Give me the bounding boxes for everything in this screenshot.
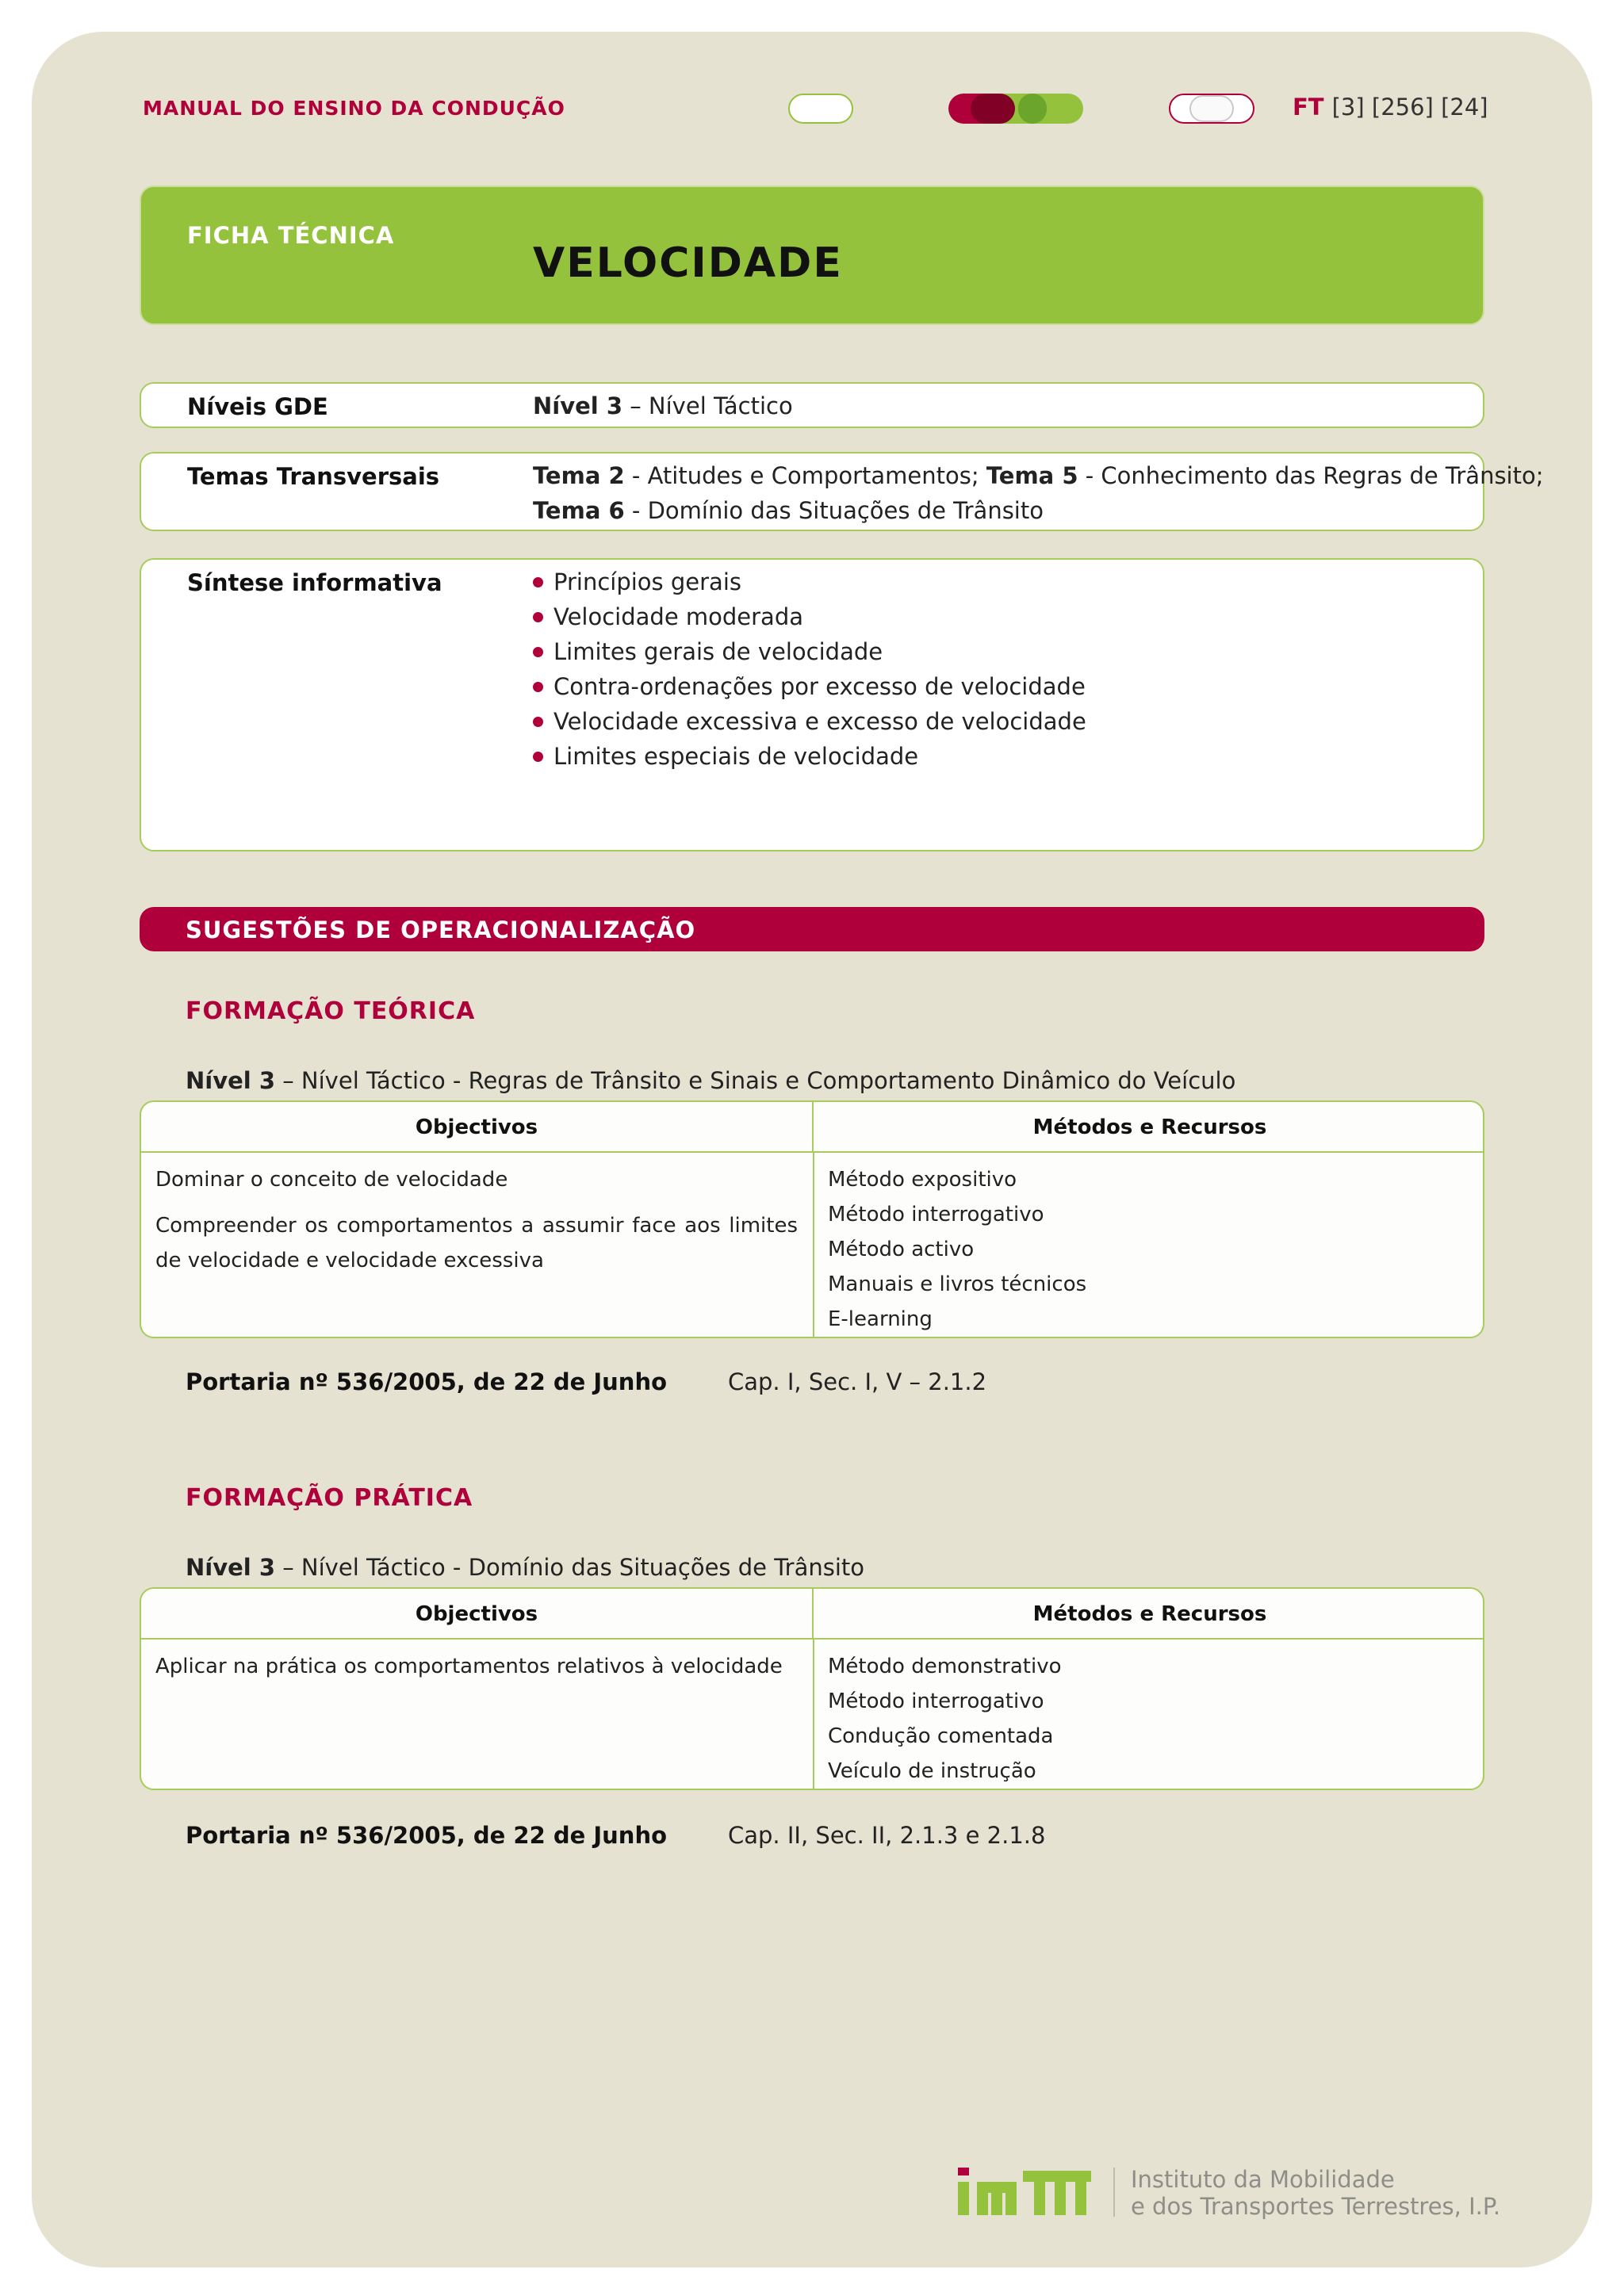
col-header-objectivos: Objectivos bbox=[141, 1102, 814, 1153]
list-item: Limites gerais de velocidade bbox=[533, 634, 1086, 669]
teorica-portaria-ref: Cap. I, Sec. I, V – 2.1.2 bbox=[728, 1368, 987, 1395]
logo-tt bbox=[1023, 2171, 1091, 2215]
niveis-label: Níveis GDE bbox=[187, 393, 328, 420]
metodo-item: Condução comentada bbox=[828, 1724, 1054, 1748]
sintese-list bbox=[533, 564, 1086, 774]
logo-i-dot bbox=[958, 2168, 969, 2175]
teorica-level-bold: Nível 3 bbox=[186, 1067, 275, 1094]
section-title: SUGESTÕES DE OPERACIONALIZAÇÃO bbox=[186, 916, 696, 943]
metodos-cell bbox=[828, 1162, 1462, 1337]
objectivos-cell bbox=[155, 1649, 798, 1695]
institute-name bbox=[1131, 2166, 1500, 2220]
tema6-rest: - Domínio das Situações de Trânsito bbox=[624, 497, 1044, 524]
objectivo-item: Dominar o conceito de velocidade bbox=[155, 1168, 508, 1192]
metodo-item: Método interrogativo bbox=[828, 1203, 1044, 1226]
page-title: VELOCIDADE bbox=[533, 239, 843, 287]
tema5-rest: - Conhecimento das Regras de Trânsito; bbox=[1078, 462, 1544, 489]
teorica-level bbox=[186, 1067, 1235, 1094]
temas-line-2 bbox=[533, 493, 1544, 528]
column-divider bbox=[813, 1640, 814, 1789]
nav-pill-left bbox=[788, 94, 853, 124]
ft-reference bbox=[1293, 94, 1488, 121]
col-header-objectivos: Objectivos bbox=[141, 1589, 814, 1640]
col-header-metodos: Métodos e Recursos bbox=[814, 1102, 1484, 1153]
nav-pill-inner bbox=[1189, 95, 1234, 122]
logo-separator bbox=[1113, 2168, 1115, 2217]
metodo-item: E-learning bbox=[828, 1307, 933, 1331]
list-item: Contra-ordenações por excesso de velocidade bbox=[533, 669, 1086, 704]
pratica-portaria-ref: Cap. II, Sec. II, 2.1.3 e 2.1.8 bbox=[728, 1822, 1046, 1849]
pratica-level-bold: Nível 3 bbox=[186, 1554, 275, 1581]
tema6-bold: Tema 6 bbox=[533, 497, 625, 524]
institute-line-2: e dos Transportes Terrestres, I.P. bbox=[1131, 2193, 1501, 2220]
institute-line-1: Instituto da Mobilidade bbox=[1131, 2166, 1395, 2193]
sintese-box bbox=[140, 558, 1484, 851]
metodo-item: Método activo bbox=[828, 1238, 975, 1261]
tema2-rest: - Atitudes e Comportamentos; bbox=[624, 462, 986, 489]
logo-m bbox=[977, 2182, 1017, 2215]
nav-pill-dot bbox=[971, 94, 1015, 124]
list-item: Velocidade moderada bbox=[533, 599, 1086, 634]
imtt-logo bbox=[956, 2168, 1093, 2217]
temas-box bbox=[140, 452, 1544, 531]
metodo-item: Veículo de instrução bbox=[828, 1759, 1036, 1783]
niveis-level-bold: Nível 3 bbox=[533, 392, 622, 419]
ft-label: FT bbox=[1293, 94, 1324, 121]
metodo-item: Método interrogativo bbox=[828, 1689, 1044, 1713]
title-box bbox=[140, 186, 1484, 325]
niveis-value bbox=[533, 388, 793, 423]
temas-label: Temas Transversais bbox=[187, 463, 440, 490]
teorica-table bbox=[140, 1100, 1484, 1338]
metodo-item: Manuais e livros técnicos bbox=[828, 1272, 1087, 1296]
metodos-cell bbox=[828, 1649, 1462, 1789]
pratica-heading: FORMAÇÃO PRÁTICA bbox=[186, 1484, 473, 1512]
pratica-portaria: Portaria nº 536/2005, de 22 de Junho bbox=[186, 1822, 668, 1849]
teorica-heading: FORMAÇÃO TEÓRICA bbox=[186, 997, 476, 1025]
pratica-level-rest: – Nível Táctico - Domínio das Situações de Trânsito bbox=[275, 1554, 865, 1581]
objectivos-cell bbox=[155, 1162, 798, 1289]
objectivo-item: Compreender os comportamentos a assumir face aos limites de velocidade e velocidade excessiva bbox=[155, 1214, 798, 1272]
nav-pill-center bbox=[948, 94, 1083, 124]
teorica-level-rest: – Nível Táctico - Regras de Trânsito e Sinais e Comportamento Dinâmico do Veículo bbox=[275, 1067, 1236, 1094]
metodo-item: Método expositivo bbox=[828, 1168, 1017, 1192]
niveis-level-rest: – Nível Táctico bbox=[622, 392, 793, 419]
sintese-label: Síntese informativa bbox=[187, 569, 442, 596]
temas-line-1 bbox=[533, 458, 1544, 493]
section-bar bbox=[140, 907, 1484, 951]
ficha-tecnica-label: FICHA TÉCNICA bbox=[187, 222, 395, 249]
objectivo-item: Aplicar na prática os comportamentos relativos à velocidade bbox=[155, 1655, 783, 1678]
manual-title: MANUAL DO ENSINO DA CONDUÇÃO bbox=[143, 97, 565, 120]
tema2-bold: Tema 2 bbox=[533, 462, 625, 489]
list-item: Limites especiais de velocidade bbox=[533, 739, 1086, 774]
teorica-portaria: Portaria nº 536/2005, de 22 de Junho bbox=[186, 1368, 668, 1395]
niveis-box bbox=[140, 382, 1484, 428]
tema5-bold: Tema 5 bbox=[986, 462, 1078, 489]
list-item: Princípios gerais bbox=[533, 564, 1086, 599]
col-header-metodos: Métodos e Recursos bbox=[814, 1589, 1484, 1640]
list-item: Velocidade excessiva e excesso de velocidade bbox=[533, 704, 1086, 739]
pratica-level bbox=[186, 1554, 864, 1581]
ft-refs: [3] [256] [24] bbox=[1331, 94, 1488, 121]
temas-value bbox=[533, 458, 1544, 528]
logo-i-stem bbox=[958, 2182, 969, 2215]
pratica-table bbox=[140, 1587, 1484, 1790]
nav-pill-dot bbox=[1018, 94, 1047, 124]
metodo-item: Método demonstrativo bbox=[828, 1655, 1062, 1678]
nav-pill-right bbox=[1169, 94, 1254, 124]
column-divider bbox=[813, 1153, 814, 1337]
